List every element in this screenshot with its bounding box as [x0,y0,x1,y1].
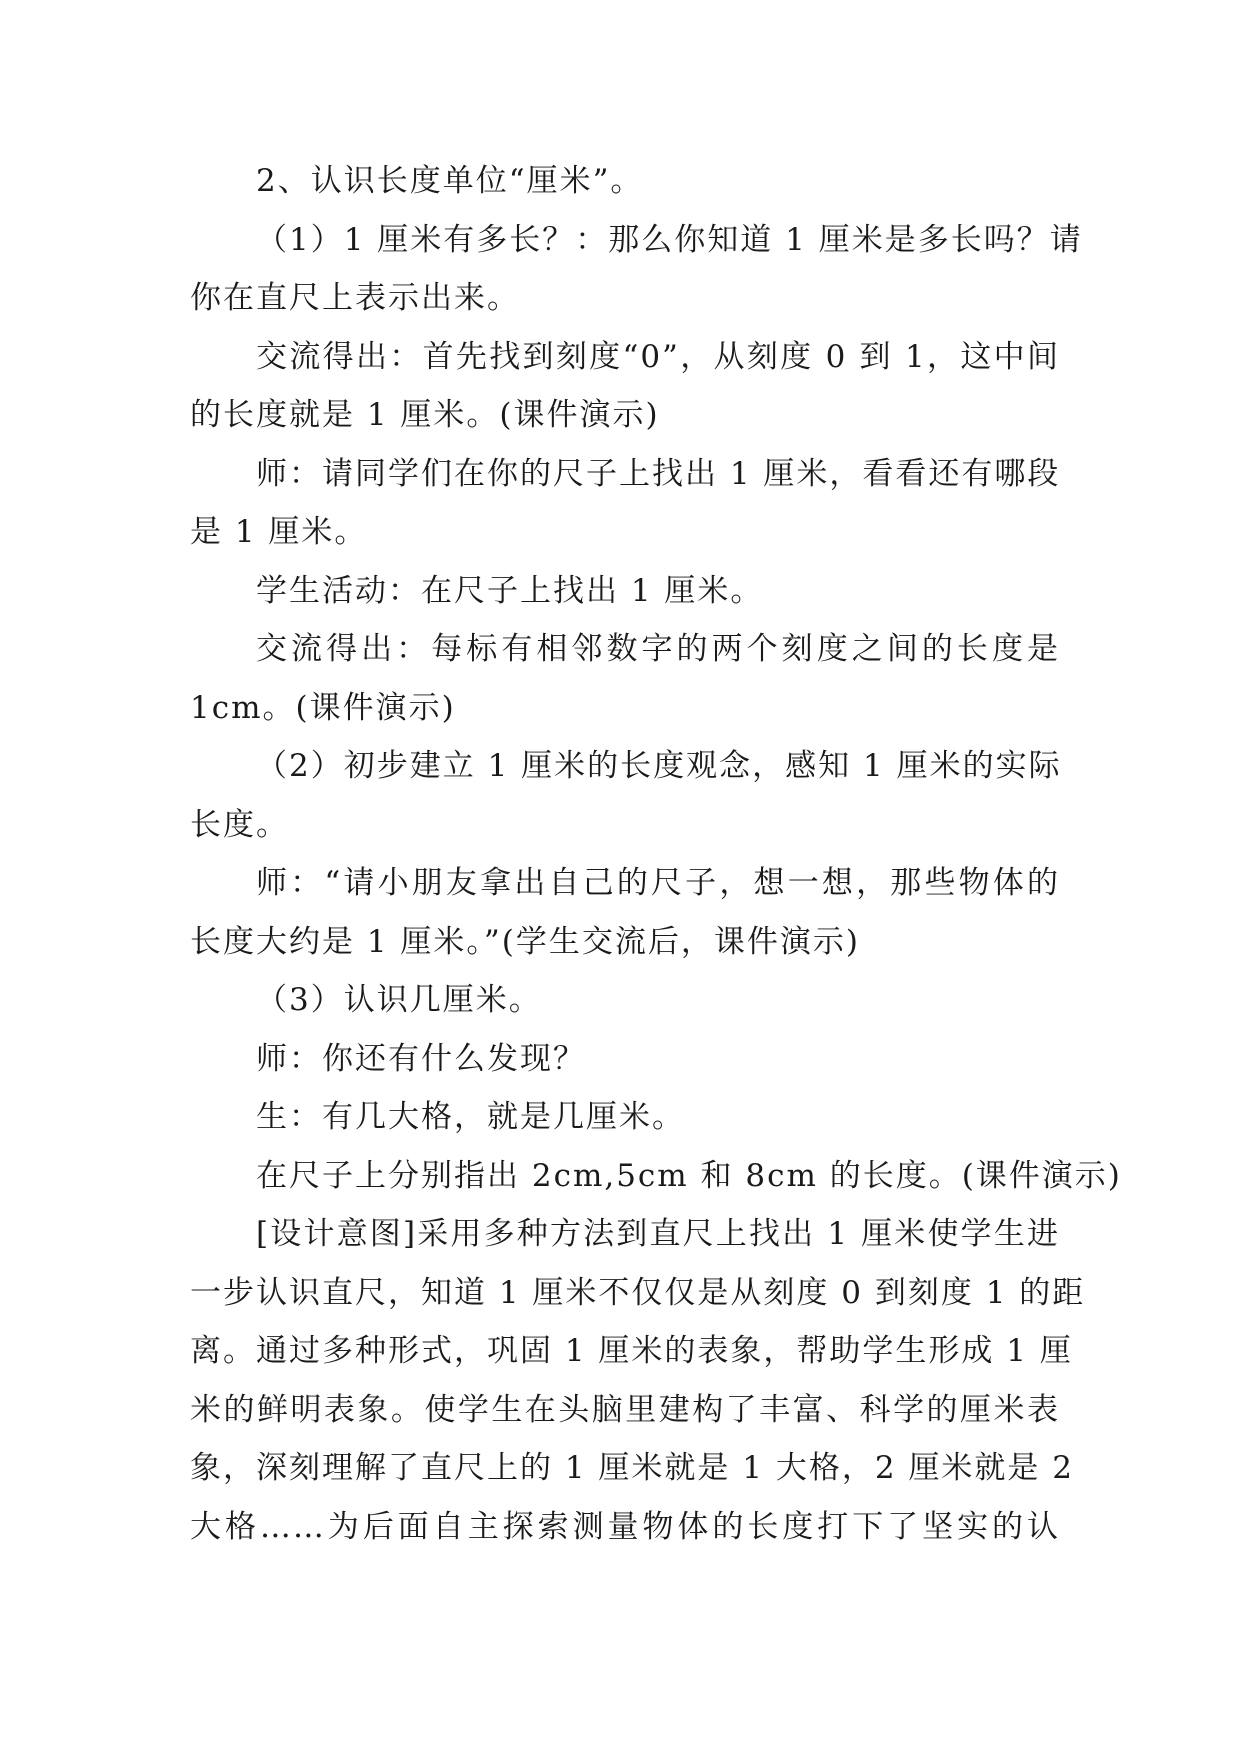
paragraph-line: 象，深刻理解了直尺上的 1 厘米就是 1 大格，2 厘米就是 2 [190,1450,1075,1486]
paragraph-line: 学生活动：在尺子上找出 1 厘米。 [256,572,764,609]
paragraph-line: 1cm。(课件演示) [190,689,456,726]
paragraph-line: 离。通过多种形式，巩固 1 厘米的表象，帮助学生形成 1 厘 [190,1333,1073,1369]
paragraph-line: 的长度就是 1 厘米。(课件演示) [190,397,660,433]
paragraph-line: 长度。 [190,806,289,843]
paragraph-line: （1）1 厘米有多长？：那么你知道 1 厘米是多长吗？请 [256,221,1083,258]
paragraph-line: 大格……为后面自主探索测量物体的长度打下了坚实的认 [190,1508,1060,1545]
paragraph-line: 是 1 厘米。 [190,514,368,550]
document-body [190,152,1122,1556]
paragraph-line: 一步认识直尺，知道 1 厘米不仅仅是从刻度 0 到刻度 1 的距 [190,1274,1086,1311]
paragraph-line: 你在直尺上表示出来。 [190,280,520,316]
section-heading: 2、认识长度单位“厘米”。 [256,163,644,199]
paragraph-line: 交流得出：每标有相邻数字的两个刻度之间的长度是 [256,631,1060,667]
paragraph-line: 交流得出：首先找到刻度“0”，从刻度 0 到 1，这中间 [256,338,1060,375]
paragraph-line: 在尺子上分别指出 2cm,5cm 和 8cm 的长度。(课件演示) [256,1157,1122,1194]
paragraph-line: 长度大约是 1 厘米。”(学生交流后，课件演示) [190,923,860,960]
paragraph-line: （3）认识几厘米。 [256,982,542,1018]
paragraph-line: 师：请同学们在你的尺子上找出 1 厘米，看看还有哪段 [256,455,1061,492]
paragraph-line: 师：“请小朋友拿出自己的尺子，想一想，那些物体的 [256,865,1060,901]
paragraph-line: 米的鲜明表象。使学生在头脑里建构了丰富、科学的厘米表 [190,1391,1060,1428]
paragraph-line: 生：有几大格，就是几厘米。 [256,1099,685,1135]
paragraph-line: 师：你还有什么发现？ [256,1040,586,1077]
paragraph-line: [设计意图]采用多种方法到直尺上找出 1 厘米使学生进 [256,1216,1060,1252]
paragraph-line: （2）初步建立 1 厘米的长度观念，感知 1 厘米的实际 [256,748,1062,784]
